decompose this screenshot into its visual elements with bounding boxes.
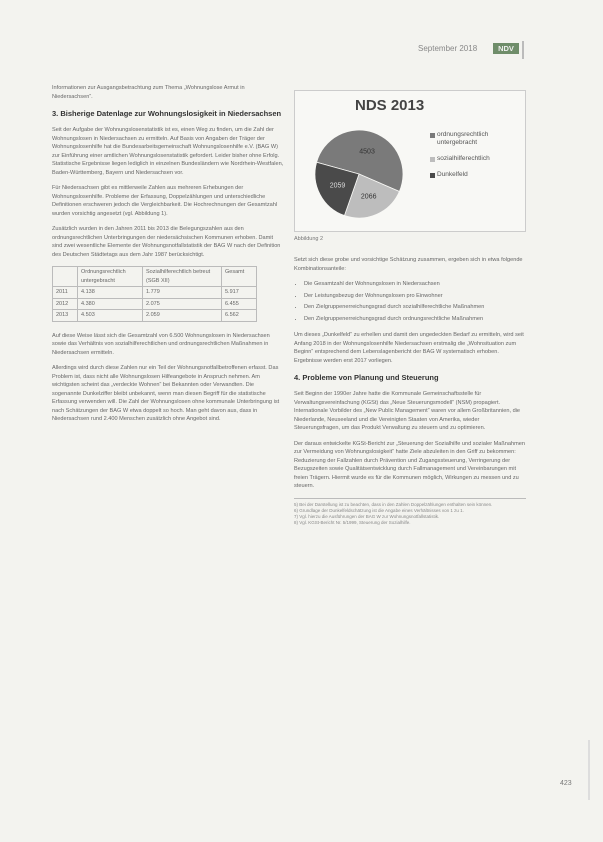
chart-legend xyxy=(430,131,522,187)
issue-label: September 2018 xyxy=(418,44,478,53)
slice-value-label: 2066 xyxy=(360,193,377,201)
legend-item xyxy=(430,131,522,147)
table-cell: 6.562 xyxy=(222,310,257,322)
right-paragraph-4: Der daraus entwickelte KGSt-Bericht zur „Steuerung der Sozialhilfe und sozialer Maßnahmen zur Vermeidung von Wohnungslosigkeit“ hatte Ziele abzuleiten in den Griff zu bekommen: Reduzierung der Fallzahlen durch Prävention und Zugangssteuerung, Verringerung der Bezugszeiten sowie Qualitätsentwicklung durch Fallmanagement und Vereinbarungen mit freien Trägern. Hiermit wurde es für die Kommunen möglich, Wirkungen zu messen und zu steuern. xyxy=(294,440,526,489)
left-column xyxy=(52,84,284,431)
footnote: 5) Bei der Darstellung ist zu beachten, dass in den Zahlen Doppelzählungen enthalten sein können. xyxy=(294,501,493,507)
table-row xyxy=(53,287,257,299)
journal-badge: NDV xyxy=(493,43,519,54)
table-cell: 2013 xyxy=(53,310,78,322)
section-3-heading: 3. Bisherige Datenlage zur Wohnungslosigkeit in Niedersachsen xyxy=(52,109,282,118)
right-column xyxy=(294,256,526,526)
bullet-list xyxy=(294,280,526,323)
right-paragraph-2: Um dieses „Dunkelfeld“ zu erhellen und damit den ungedeckten Bedarf zu ermitteln, wird seit Anfang 2018 in der Wohnungslosenhilfe Niedersachsen erstmalig die „Wohnsituation zum Beginn“ entsprechend dem Lebenslagenbericht der BAG W systematisch erhoben. Ergebnisse werden erst 2017 vorliegen. xyxy=(294,332,524,364)
slice-value-label: 4503 xyxy=(359,148,375,156)
legend-item xyxy=(430,155,522,163)
table-cell: 2011 xyxy=(53,287,78,299)
table-cell: 5.917 xyxy=(222,287,257,299)
table-cell: 2012 xyxy=(53,298,78,310)
right-paragraph-1: Setzt sich diese grobe und vorsichtige Schätzung zusammen, ergeben sich in etwa folgende Kombinationsanteile: xyxy=(294,257,523,272)
table-header-cell: Gesamt xyxy=(222,267,257,287)
footnotes xyxy=(294,498,526,526)
footnote: 6) Grundlage der Dunkelfeldschätzung ist die Angabe eines Verhältnisses von 1 zu 1. xyxy=(294,507,464,513)
table-cell: 4.138 xyxy=(78,287,143,299)
data-table xyxy=(52,266,257,322)
intro-paragraph: Informationen zur Ausgangsbetrachtung zum Thema „Wohnungslose Armut in Niedersachsen“. xyxy=(52,85,245,100)
table-cell: 2.075 xyxy=(143,298,222,310)
legend-label: ordnungsrechtlich untergebracht xyxy=(437,131,489,146)
left-paragraph-5: Allerdings wird durch diese Zahlen nur ein Teil der Wohnungsnotfallbetroffenen erfasst. Das Problem ist, dass nicht alle Wohnungslosen Hilfeangebote in Anspruch nehmen. Am wichtigsten scheint das „verdeckte Wohnen“ bei Bekannten oder Verwandten. Die sogenannte Dunkelziffer bleibt unbekannt, wenn man diesen Begriff für die statistische Erfassung verwenden will. Die Zahl der Wohnungslosen ohne kommunale Unterbringung ist nach Schätzungen der BAG W etwa doppelt so hoch. Man geht davon aus, dass in Niedersachsen rund 2.400 Menschen zusätzlich ohne Angebot sind. xyxy=(52,365,280,422)
list-item: • Der Leistungsbezug der Wohnungslosen pro Einwohner xyxy=(304,292,526,301)
table-cell: 4.503 xyxy=(78,310,143,322)
legend-swatch xyxy=(430,157,435,162)
figure-caption: Abbildung 2 xyxy=(294,236,324,242)
table-cell: 2.059 xyxy=(143,310,222,322)
left-paragraph-2: Für Niedersachsen gibt es mittlerweile Zahlen aus mehreren Erhebungen der Wohnungslosenhilfe. Probleme der Erfassung, Doppelzählungen und unterschiedliche Definitionen erschweren jedoch die Vergleichbarkeit. Die Hochrechnungen der Gesamtzahl wurden vorsichtig angesetzt (vgl. Abbildung 1). xyxy=(52,185,278,217)
table-cell: 6.455 xyxy=(222,298,257,310)
header-divider xyxy=(522,41,524,59)
pie-chart xyxy=(299,119,429,229)
legend-label: sozialhilferechtlich xyxy=(437,155,490,162)
slice-value-label: 2059 xyxy=(329,182,346,190)
table-cell: 1.779 xyxy=(143,287,222,299)
legend-swatch xyxy=(430,173,435,178)
table-header-cell: Ordnungsrechtlich untergebracht xyxy=(78,267,143,287)
left-paragraph-3: Zusätzlich wurden in den Jahren 2011 bis 2013 die Belegungszahlen aus den ordnungsrechtlichen Unterbringungen der niedersächsischen Kommunen erhoben. Damit sind zwei wesentliche Elemente der Wohnungsnotfallstatistik der BAG W nach der Definition des Deutschen Städtetags aus dem Jahr 1987 berücksichtigt. xyxy=(52,226,281,258)
table-row xyxy=(53,298,257,310)
chart-title: NDS 2013 xyxy=(355,97,425,114)
left-paragraph-1: Seit der Aufgabe der Wohnungslosenstatistik ist es, einen Weg zu finden, um die Zahl der Wohnungslosen in Niedersachsen zu ermitteln. Auf Basis von Angaben der Träger der Wohnungslosenhilfe hat die Bundesarbeitsgemeinschaft Wohnungslosenhilfe e.V. (BAG W) zur Einführung einer amtlichen Wohnungslosenstatistik gefordert. Leider bisher ohne Erfolg. Statistische Ergebnisse liegen lediglich in einzelnen Bundesländern wie Nordrhein-Westfalen, Baden-Württemberg, Bayern und Niedersachsen vor. xyxy=(52,127,284,176)
table-header-row xyxy=(53,267,257,287)
list-item: • Den Zielgruppenerreichungsgrad durch sozialhilferechtliche Maßnahmen xyxy=(304,303,526,312)
legend-item xyxy=(430,171,522,179)
table-row xyxy=(53,310,257,322)
list-item: • Den Zielgruppenerreichungsgrad durch ordnungsrechtliche Maßnahmen xyxy=(304,315,526,324)
list-item: • Die Gesamtzahl der Wohnungslosen in Niedersachsen xyxy=(304,280,526,289)
table-header-cell: Sozialhilferechtlich betreut (SGB XII) xyxy=(143,267,222,287)
section-4-heading: 4. Probleme von Planung und Steuerung xyxy=(294,373,439,382)
page-number: 423 xyxy=(560,780,572,787)
footnote: 8) Vgl. KGSt-Bericht Nr. 5/1999, Steuerung der Sozialhilfe. xyxy=(294,519,411,525)
pie-chart-figure xyxy=(294,90,526,232)
legend-swatch xyxy=(430,133,435,138)
table-cell: 4.380 xyxy=(78,298,143,310)
legend-label: Dunkelfeld xyxy=(437,171,468,178)
left-paragraph-4: Auf diese Weise lässt sich die Gesamtzahl von 6.500 Wohnungslosen in Niedersachsen sowie das Verhältnis von sozialhilferechtlichen und ordnungsrechtlichen Maßnahmen in Niedersachsen ermitteln. xyxy=(52,332,270,356)
page-edge-line xyxy=(588,740,590,800)
footnote: 7) Vgl. hierzu die Ausführungen der BAG W zur Wohnungsnotfallstatistik. xyxy=(294,513,440,519)
right-paragraph-3: Seit Beginn der 1990er Jahre hatte die Kommunale Gemeinschaftsstelle für Verwaltungsvereinfachung (KGSt) das „Neue Steuerungsmodell“ (NSM) propagiert. Internationale Vorbilder des „New Public Management“ waren vor allem Großbritannien, die Niederlande, Neuseeland und die Vereinigten Staaten von Amerika, wieder Steuerungsfragen, um das Produkt Verwaltung zu steuern und zu optimieren. xyxy=(294,391,521,431)
table-header-cell xyxy=(53,267,78,287)
